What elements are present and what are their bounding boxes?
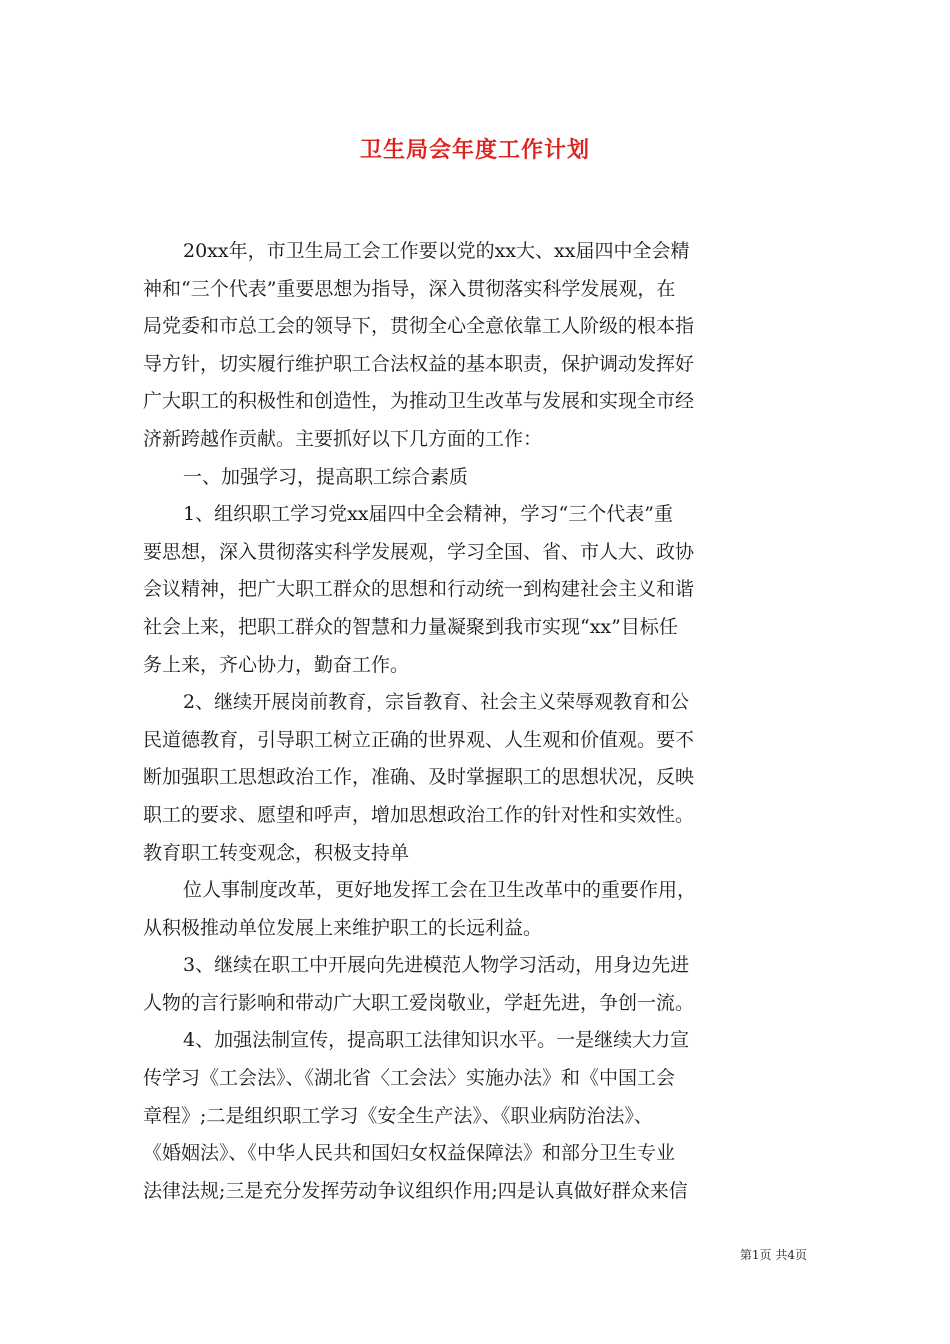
text-line: 导方针，切实履行维护职工合法权益的基本职责，保护调动发挥好 [143,352,695,375]
text-line: 2、继续开展岗前教育，宗旨教育、社会主义荣辱观教育和公 [183,691,690,714]
page-number: 第1页 共4页 [739,1248,807,1262]
text-line: 20xx年，市卫生局工会工作要以党的xx大、xx届四中全会精 [183,240,690,262]
text-line: 断加强职工思想政治工作，准确、及时掌握职工的思想状况，反映 [143,766,695,789]
text-line: 3、继续在职工中开展向先进模范人物学习活动，用身边先进 [183,954,690,977]
text-line: 1、组织职工学习党xx届四中全会精神，学习“三个代表”重 [183,503,673,526]
document-body [143,233,808,1210]
text-line: 《婚姻法》、《中华人民共和国妇女权益保障法》和部分卫生专业 [143,1142,676,1165]
text-line: 广大职工的积极性和创造性，为推动卫生改革与发展和实现全市经 [143,390,695,413]
text-line: 务上来，齐心协力，勤奋工作。 [143,653,410,676]
text-line: 人物的言行影响和带动广大职工爱岗敬业，学赶先进，争创一流。 [143,991,695,1014]
text-line: 位人事制度改革，更好地发挥工会在卫生改革中的重要作用， [183,879,697,902]
document-title: 卫生局会年度工作计划 [359,137,590,163]
text-line: 从积极推动单位发展上来维护职工的长远利益。 [143,916,543,939]
text-line: 法律法规;三是充分发挥劳动争议组织作用;四是认真做好群众来信 [143,1179,688,1202]
text-line: 传学习《工会法》、《湖北省〈工会法〉实施办法》和《中国工会 [143,1067,676,1090]
text-line: 章程》;二是组织职工学习《安全生产法》、《职业病防治法》、 [143,1104,653,1127]
text-line: 会议精神，把广大职工群众的思想和行动统一到构建社会主义和谐 [143,578,695,601]
text-line: 局党委和市总工会的领导下，贯彻全心全意依靠工人阶级的根本指 [143,315,695,338]
text-line: 要思想，深入贯彻落实科学发展观，学习全国、省、市人大、政协 [143,540,695,563]
text-line: 4、加强法制宣传，提高职工法律知识水平。一是继续大力宣 [183,1029,690,1052]
text-line: 神和“三个代表”重要思想为指导，深入贯彻落实科学发展观，在 [143,277,676,300]
text-line: 社会上来，把职工群众的智慧和力量凝聚到我市实现“xx”目标任 [143,615,678,638]
text-line: 济新跨越作贡献。主要抓好以下几方面的工作： [143,427,543,450]
section-heading: 一、加强学习，提高职工综合素质 [183,465,469,488]
text-line: 职工的要求、愿望和呼声，增加思想政治工作的针对性和实效性。 [143,803,695,826]
text-line: 民道德教育，引导职工树立正确的世界观、人生观和价值观。要不 [143,728,695,751]
text-line: 教育职工转变观念，积极支持单 [143,841,410,864]
